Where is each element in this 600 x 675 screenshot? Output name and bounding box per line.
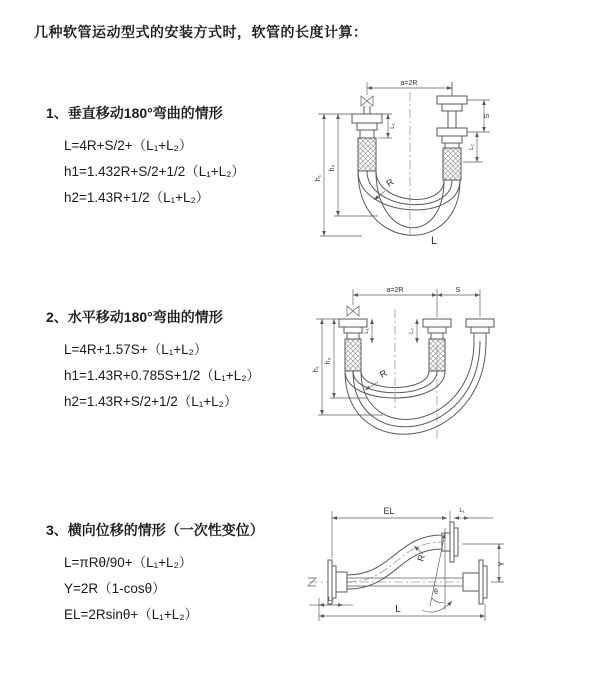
formula-line: EL=2Rsinθ+（L₁+L₂） [64,607,198,622]
formula-list [46,133,245,211]
formula-line: h1=1.432R+S/2+1/2（L₁+L₂） [64,164,245,179]
formula-line: h2=1.43R+S/2+1/2（L₁+L₂） [64,394,238,409]
right-flange-original [463,560,487,604]
dim-label-r: R [384,176,396,189]
dim-label-length: L [431,235,438,247]
formula-line: h2=1.43R+1/2（L₁+L₂） [64,190,210,205]
section-lateral-displacement [46,520,264,628]
diagram-horizontal-180 [308,281,580,459]
formula-line: h1=1.43R+0.785S+1/2（L₁+L₂） [64,368,260,383]
formula-list [46,337,260,415]
dim-span [353,287,480,317]
left-fitting [352,106,382,171]
page-title: 几种软管运动型式的安装方式时，软管的长度计算： [34,24,368,40]
dim-label-h2: h₂ [325,357,332,365]
dim-label-s: S [455,287,461,294]
dim-label-l2: L₂ [409,328,415,334]
dim-label-h2: h₂ [329,164,336,172]
dim-label-l1: L₁ [364,328,370,334]
section-heading: 3、横向位移的情形（一次性变位） [46,522,264,538]
valve-icon [347,306,359,316]
dim-label-s: S [484,113,491,119]
section-vertical-180 [46,103,245,211]
section-horizontal-180 [46,307,260,415]
dim-label-l1: L₁ [459,508,465,514]
dim-label-l1: L₁ [390,123,396,129]
dim-label-l2: L₂ [469,144,475,150]
dim-label-r: R [415,553,427,563]
braided-hose-section [358,138,376,171]
braided-hose-section [443,148,461,180]
hose-s-curve [347,535,442,589]
dim-length [319,598,485,621]
dim-span [367,80,452,95]
dim-l2 [409,319,417,343]
dim-label-h1: h₁ [313,365,320,373]
formula-line: L=4R+S/2+（L₁+L₂） [64,138,193,153]
braided-hose-section [429,339,445,371]
diagram-vertical-180 [298,66,553,266]
left-fitting [339,319,367,371]
formula-list [46,550,264,628]
dim-label-a2r: a=2R [386,287,404,294]
diagram-lateral-displacement [295,498,510,650]
radius-leader [414,546,427,563]
dim-label-length: L [395,604,401,615]
middle-fitting [423,319,451,371]
dim-label-h1: h₁ [315,174,322,182]
section-heading: 1、垂直移动180°弯曲的情形 [46,105,223,121]
hose-u-bend [358,171,460,235]
right-fitting [466,319,494,341]
upper-flange-displaced [442,522,458,562]
dim-label-el: EL [383,506,395,516]
right-fitting [437,82,467,180]
section-heading: 2、水平移动180°弯曲的情形 [46,309,223,325]
dim-label-l2: L₂ [328,597,334,603]
dim-label-a2r: a=2R [400,80,418,87]
dim-l1 [454,508,493,518]
dim-label-y: Y [497,561,506,567]
formula-line: Y=2R（1-cosθ） [64,581,166,596]
dim-label-r: R [378,367,389,380]
braided-hose-section [345,339,361,371]
dim-label-theta: θ [434,589,438,596]
formula-line: L=πRθ/90+（L₁+L₂） [64,555,193,570]
formula-line: L=4R+1.57S+（L₁+L₂） [64,342,208,357]
valve-icon [361,96,373,106]
